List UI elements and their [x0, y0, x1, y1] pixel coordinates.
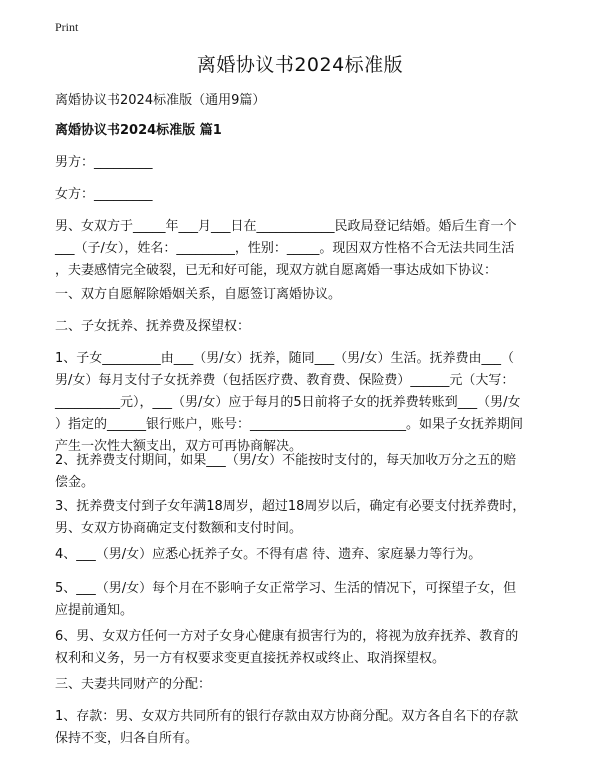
clause-2-5 — [55, 578, 555, 622]
intro-line: 男、女双方于_____年___月___日在____________民政局登记结婚。婚后生育一个 — [55, 219, 517, 234]
clause-line: 3、抚养费支付到子女年满18周岁，超过18周岁以后，确定有必要支付抚养费时， — [55, 499, 526, 514]
clause-2-4: 4、___（男/女）应悉心抚养子女。不得有虐 待、遗弃、家庭暴力等行为。 — [55, 547, 482, 562]
clause-line: __________元），___（男/女）应于每月的5日前将子女的抚养费转账到___（男/女 — [55, 395, 521, 410]
intro-paragraph — [55, 216, 555, 282]
clause-line: 1、存款：男、女双方共同所有的银行存款由双方协商分配。双方各自名下的存款 — [55, 709, 519, 724]
clause-line: 偿金。 — [55, 475, 95, 490]
print-link[interactable]: Print — [55, 20, 79, 34]
clause-line: 1、子女_________由___（男/女）抚养，随同___（男/女）生活。抚养费由___（ — [55, 351, 515, 366]
section-2: 二、子女抚养、抚养费及探望权： — [55, 319, 251, 334]
part-heading: 离婚协议书2024标准版 篇1 — [55, 123, 222, 138]
clause-line: 2、抚养费支付期间，如果___（男/女）不能按时支付的，每天加收万分之五的赔 — [55, 453, 517, 468]
intro-line: ___（子/女），姓名：_________，性别：_____。现因双方性格不合无法共同生活 — [55, 241, 515, 256]
intro-line: ，夫妻感情完全破裂，已无和好可能，现双方就自愿离婚一事达成如下协议： — [55, 263, 498, 278]
clause-line: 保持不变，归各自所有。 — [55, 731, 199, 746]
clause-line: 男、女双方协商确定支付数额和支付时间。 — [55, 521, 303, 536]
clause-line: 应提前通知。 — [55, 603, 134, 618]
husband-field: 男方：_________ — [55, 155, 153, 170]
document-title: 离婚协议书2024标准版 — [196, 54, 404, 76]
wife-field: 女方：_________ — [55, 187, 153, 202]
clause-line: 权利和义务，另一方有权要求变更直接抚养权或终止、取消探望权。 — [55, 651, 446, 666]
document-subtitle: 离婚协议书2024标准版（通用9篇） — [55, 93, 266, 108]
clause-3-1 — [55, 706, 555, 750]
clause-line: 产生一次性大额支出，双方可再协商解决。 — [55, 439, 303, 454]
clause-line: 6、男、女双方任何一方对子女身心健康有损害行为的，将视为放弃抚养、教育的 — [55, 629, 519, 644]
clause-2-3 — [55, 496, 555, 540]
clause-2-2 — [55, 450, 555, 494]
clause-2-1 — [55, 348, 555, 458]
section-1: 一、双方自愿解除婚姻关系，自愿签订离婚协议。 — [55, 287, 342, 302]
clause-line: 5、___（男/女）每个月在不影响子女正常学习、生活的情况下，可探望子女，但 — [55, 581, 517, 596]
section-3: 三、夫妻共同财产的分配： — [55, 677, 212, 692]
clause-line: ）指定的______银行账户，账号：________________________。如果子女抚养期间 — [55, 417, 524, 432]
clause-line: 男/女）每月支付子女抚养费（包括医疗费、教育费、保险费）______元（大写： — [55, 373, 515, 388]
clause-2-6 — [55, 626, 555, 670]
